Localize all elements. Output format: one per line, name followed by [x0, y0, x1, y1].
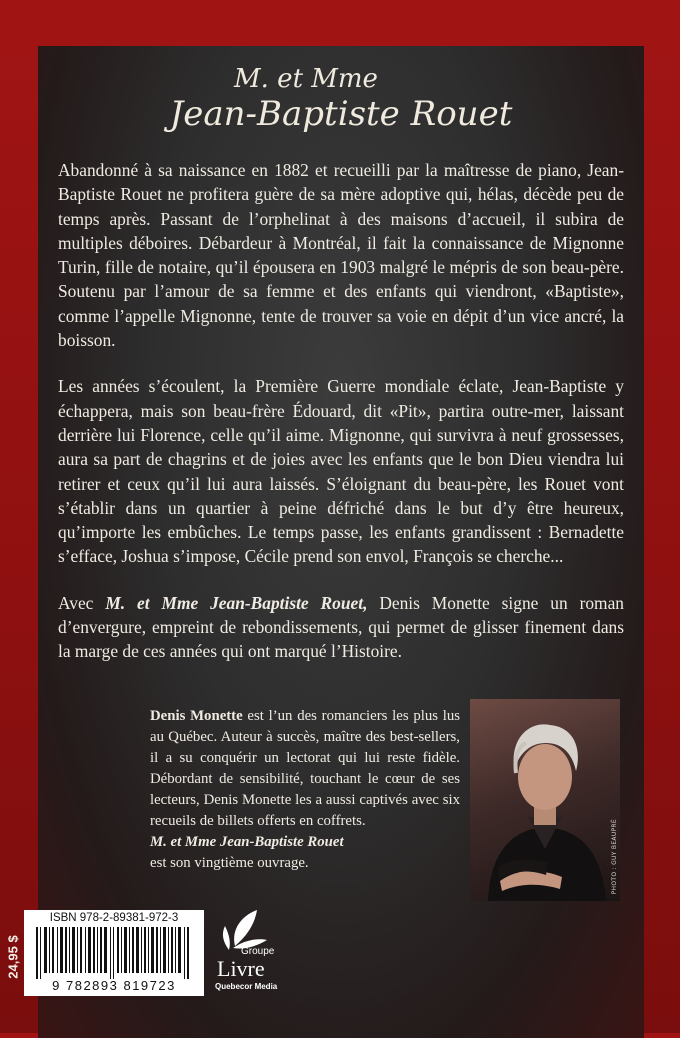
- publisher-media: Quebecor Media: [215, 982, 278, 991]
- author-name: Denis Monette: [150, 708, 243, 724]
- summary-paragraph-3: [58, 591, 624, 664]
- bio-text: est l’un des romanciers les plus lus au Québec. Auteur à succès, maître des best-sellers, il a su conquérir un lectorat qui lui reste fidèle. Débordant de sensibilité, touchant le cœur de ses lecteurs, Denis Monette les a aussi captivés avec six recueils de billets offerts en coffrets.: [150, 708, 460, 829]
- publisher-livre: Livre: [217, 956, 265, 981]
- publisher-groupe: Groupe: [241, 946, 275, 957]
- bio-closing: est son vingtième ouvrage.: [150, 855, 309, 871]
- barcode-bars: [34, 927, 194, 979]
- book-title: [38, 64, 644, 134]
- summary-p3-title: M. et Mme Jean-Baptiste Rouet,: [105, 592, 368, 613]
- title-line-2: Jean-Baptiste Rouet: [169, 94, 513, 134]
- isbn-barcode: [24, 910, 204, 996]
- price-value: 24,95 $: [5, 935, 21, 979]
- summary-p3-rest: Denis Monette signe un roman d’envergure, empreint de rebondissements, qui permet de glisser finement dans la marge de ces années qui ont marqué l’Histoire.: [58, 592, 625, 662]
- author-bio: [150, 706, 460, 874]
- author-portrait-illustration: [470, 699, 620, 901]
- photo-credit: PHOTO : GUY BEAUPRÉ: [611, 819, 618, 895]
- isbn-label: ISBN 978-2-89381-972-3: [49, 912, 179, 924]
- summary-paragraph-2: Les années s’écoulent, la Première Guerre mondiale éclate, Jean-Baptiste y échappera, mais son beau-frère Édouard, dit «Pit», partira outre-mer, laissant derrière lui Florence, celle qu’il aime. Mignonne, qui survivra à neuf grossesses, aura sa part de chagrins et de joies avec les enfants que le bon Dieu viendra lui retirer et ceux qu’il lui aura laissés. S’éloignant du beau-père, les Rouet vont s’établir dans un quartier à peine défriché dans le but d’y être heureux, qu’importe les embûches. Le temps passe, les enfants grandissent : Bernadette s’efface, Joshua s’impose, Cécile prend son envol, François se cherche...: [58, 376, 624, 567]
- summary-paragraph-1: Abandonné à sa naissance en 1882 et recueilli par la maîtresse de piano, Jean-Baptiste Rouet ne profitera guère de sa mère adoptive qui, hélas, décède peu de temps après. Passant de l’orphelinat à des maisons d’accueil, il subira de multiples déboires. Débardeur à Montréal, il fait la connaissance de Mignonne Turin, fille de notaire, qu’il épousera en 1903 malgré le mépris de son beau-père. Soutenu par l’amour de sa femme et des enfants qui viendront, «Baptiste», comme l’appelle Mignonne, tente de trouver sa voie en dépit d’un vice ancré, la boisson.: [58, 160, 624, 351]
- bio-book-title: M. et Mme Jean-Baptiste Rouet: [150, 834, 344, 850]
- author-photo: [470, 699, 620, 901]
- price-tag: [6, 922, 20, 992]
- book-summary: [58, 158, 624, 686]
- barcode-number: 9 782893 819723: [52, 978, 176, 993]
- summary-p3-start: Avec: [58, 592, 106, 613]
- publisher-logo: [205, 902, 285, 1002]
- title-line-1: M. et Mme: [234, 64, 378, 94]
- back-cover-panel: [38, 46, 644, 1038]
